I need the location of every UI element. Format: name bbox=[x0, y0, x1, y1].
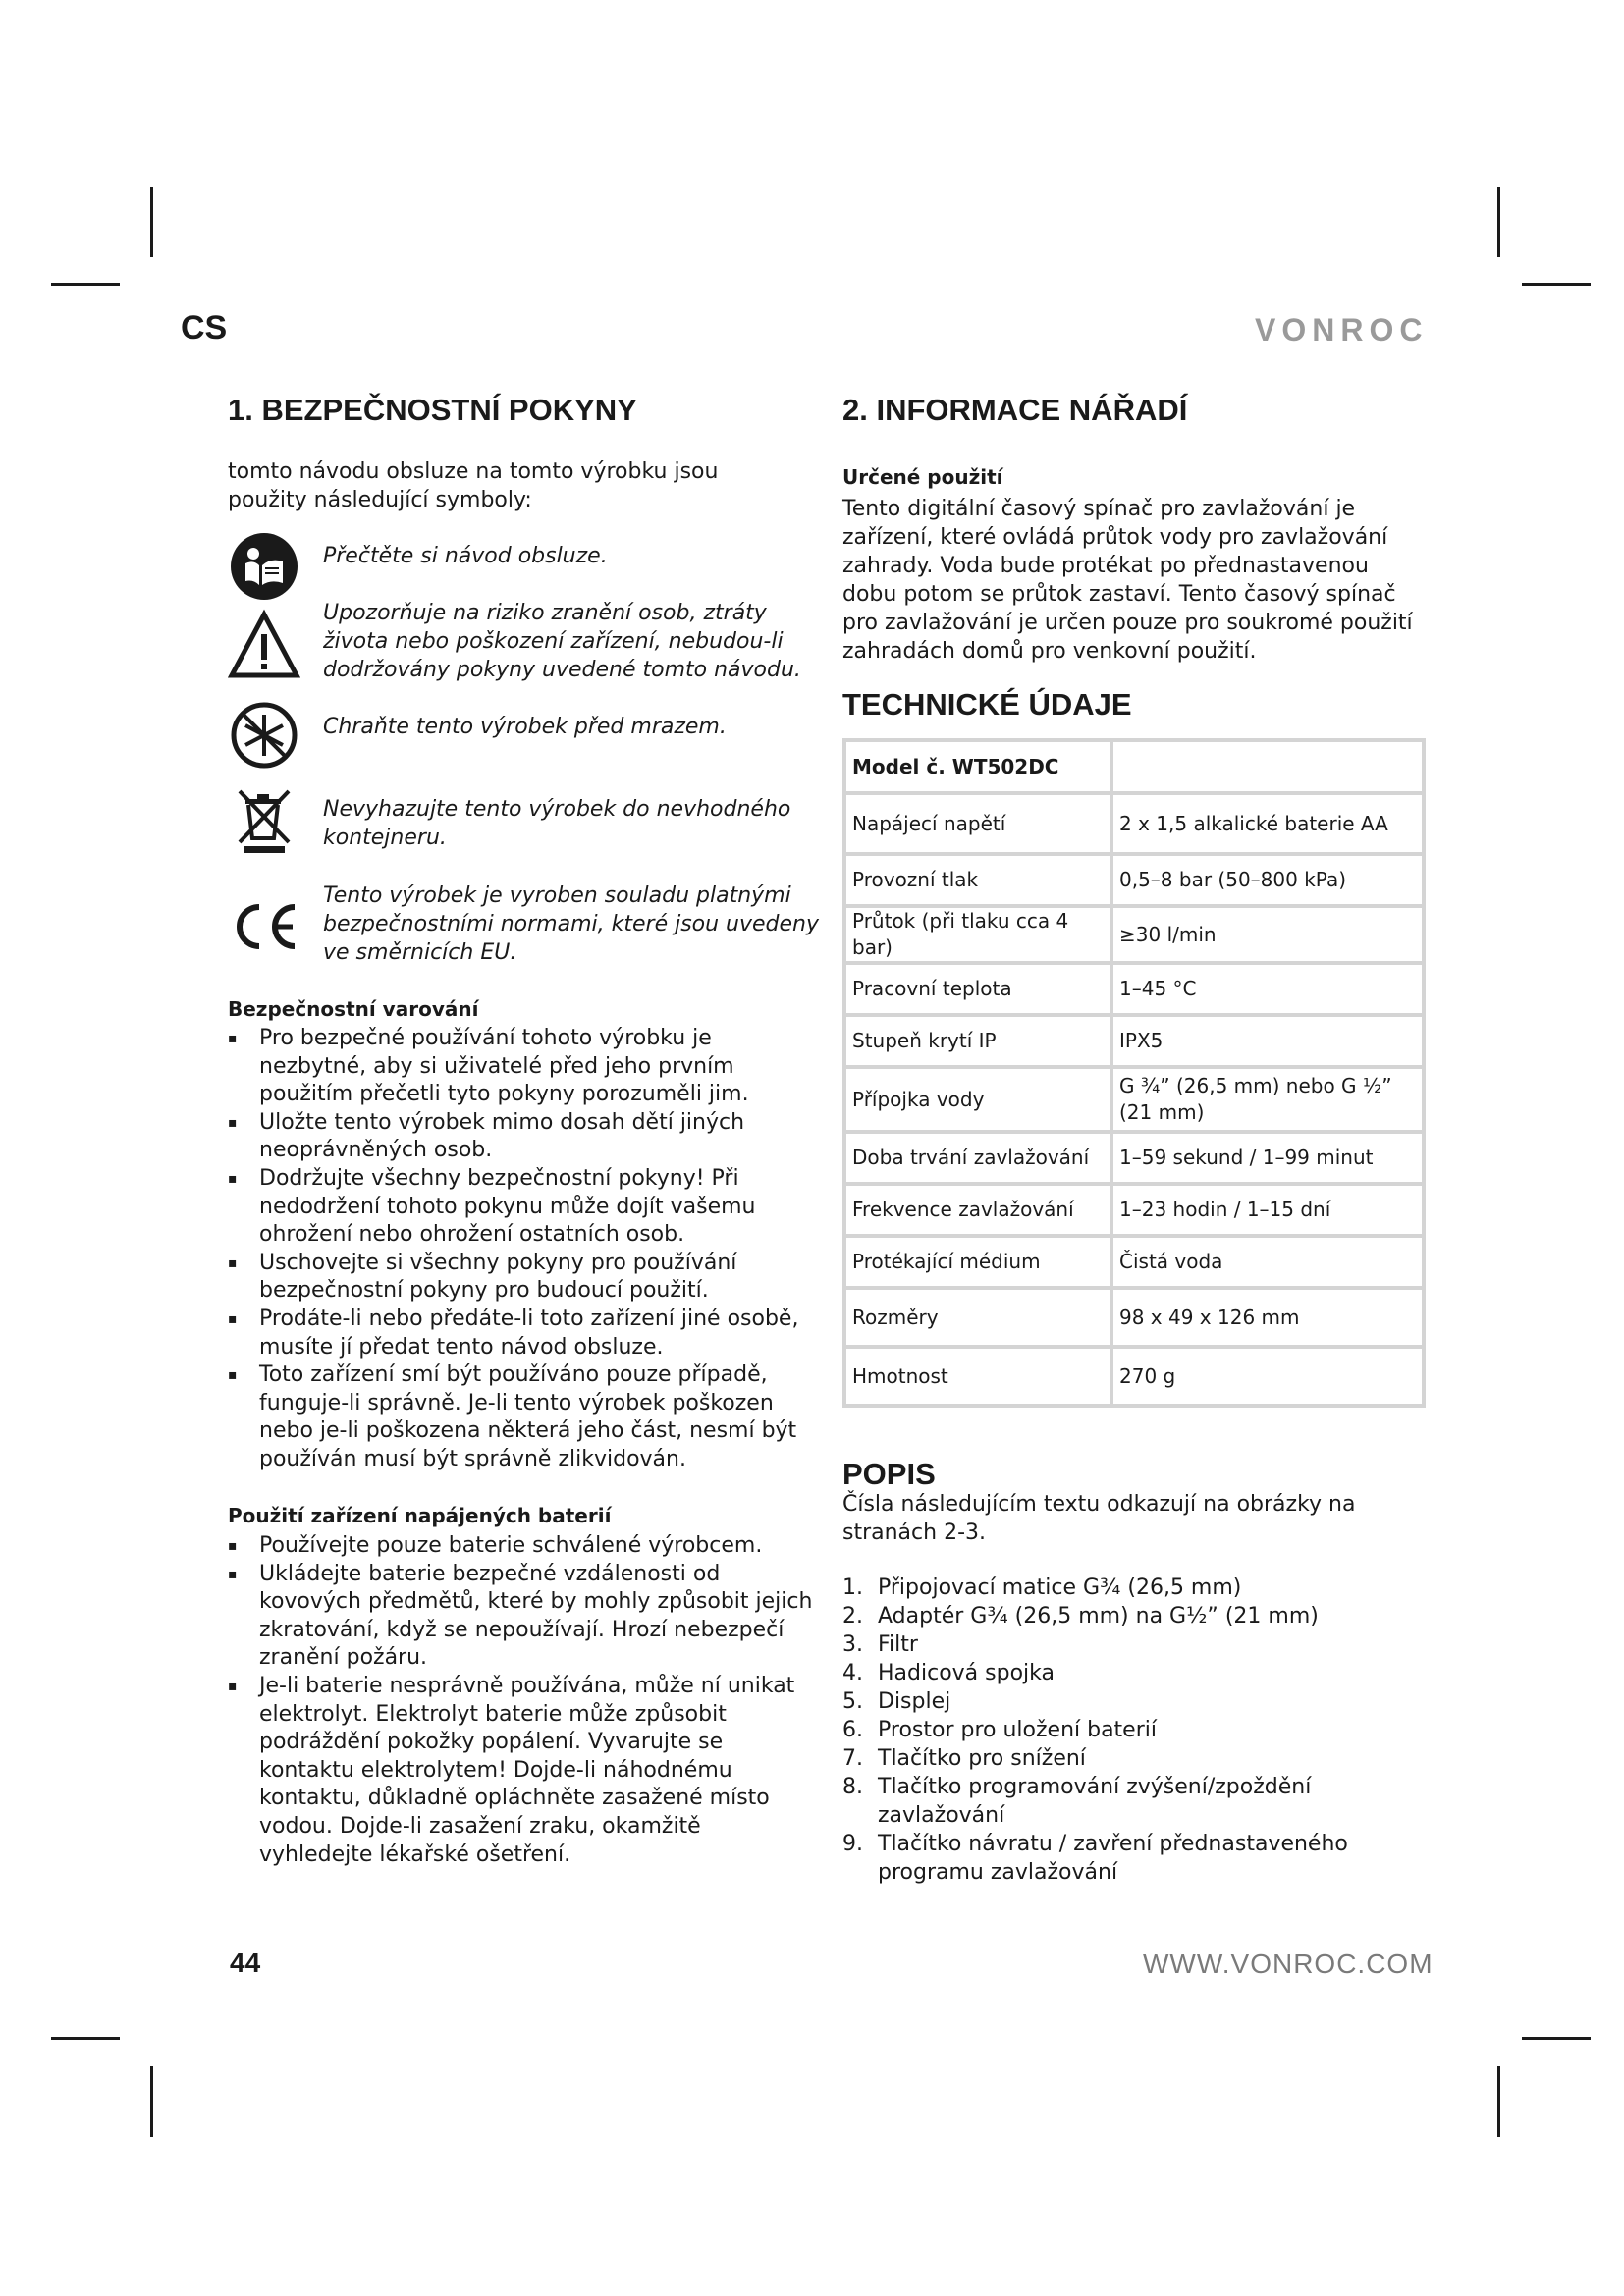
spec-value: 270 g bbox=[1111, 1347, 1424, 1406]
spec-value: 0,5–8 bar (50–800 kPa) bbox=[1111, 854, 1424, 906]
table-row bbox=[844, 963, 1424, 1015]
table-row bbox=[844, 1067, 1424, 1132]
language-code: CS bbox=[181, 309, 228, 347]
symbol-row bbox=[228, 881, 837, 965]
list-item: ▪ Toto zařízení smí být používáno pouze případě, funguje-li správně. Je-li tento výrobek poškozen nebo je-li poškozena některá jeho část, nesmí být používán musí být správně zlikvidován. bbox=[228, 1362, 817, 1473]
list-item: ▪ Uschovejte si všechny pokyny pro používání bezpečnostní pokyny pro budoucí použití. bbox=[228, 1250, 817, 1306]
battery-list bbox=[228, 1532, 817, 1869]
crop-mark bbox=[51, 283, 120, 286]
symbol-row bbox=[228, 599, 837, 682]
symbol-text: Chraňte tento výrobek před mrazem. bbox=[323, 715, 727, 739]
list-item: 8. Tlačítko programování zvýšení/zpoždění zavlažování bbox=[842, 1775, 1312, 1828]
spec-value: 1–45 °C bbox=[1111, 963, 1424, 1015]
list-item: 7. Tlačítko pro snížení bbox=[842, 1746, 1086, 1771]
spec-label: Frekvence zavlažování bbox=[844, 1184, 1111, 1236]
description-heading: POPIS bbox=[842, 1457, 936, 1491]
spec-value: 1–59 sekund / 1–99 minut bbox=[1111, 1132, 1424, 1184]
symbol-row bbox=[228, 783, 837, 862]
spec-table bbox=[842, 738, 1426, 1408]
ce-mark-icon bbox=[228, 899, 300, 972]
intended-use-heading: Určené použití bbox=[842, 465, 1003, 489]
list-item: 2. Adaptér G¾ (26,5 mm) na G½” (21 mm) bbox=[842, 1604, 1319, 1629]
list-item: ▪ Používejte pouze baterie schválené výrobcem. bbox=[228, 1532, 817, 1561]
table-row bbox=[844, 793, 1424, 854]
spec-value: Čistá voda bbox=[1111, 1236, 1424, 1288]
crop-mark bbox=[1497, 2066, 1500, 2137]
symbol-text: Nevyhazujte tento výrobek do nevhodného kontejneru. bbox=[323, 797, 791, 850]
crossed-bin-icon bbox=[228, 783, 300, 856]
warning-triangle-icon bbox=[228, 609, 300, 681]
table-row bbox=[844, 1236, 1424, 1288]
spec-label: Průtok (při tlaku cca 4 bar) bbox=[844, 906, 1111, 963]
description-intro: Čísla následujícím textu odkazují na obrázky na stranách 2-3. bbox=[842, 1492, 1356, 1545]
table-row bbox=[844, 1015, 1424, 1067]
crop-mark bbox=[150, 2066, 153, 2137]
parts-list bbox=[842, 1574, 1422, 1887]
table-row bbox=[844, 906, 1424, 963]
symbol-text: Upozorňuje na riziko zranění osob, ztráty života nebo poškození zařízení, nebudou-li dodržovány pokyny uvedené tomto návodu. bbox=[323, 601, 801, 682]
spec-value bbox=[1111, 740, 1424, 793]
list-item: 6. Prostor pro uložení baterií bbox=[842, 1718, 1157, 1742]
spec-label: Přípojka vody bbox=[844, 1067, 1111, 1132]
table-row bbox=[844, 740, 1424, 793]
list-item: ▪ Ukládejte baterie bezpečné vzdálenosti od kovových předmětů, které by mohly způsobit jejich zkratování, když se nepoužívají. Hrozí nebezpečí zranění požáru. bbox=[228, 1561, 817, 1673]
list-item: ▪ Uložte tento výrobek mimo dosah dětí jiných neoprávněných osob. bbox=[228, 1109, 817, 1165]
table-row bbox=[844, 1132, 1424, 1184]
list-item: ▪ Pro bezpečné používání tohoto výrobku je nezbytné, aby si uživatelé před jeho prvním použitím přečetli tyto pokyny porozuměli jim. bbox=[228, 1025, 817, 1109]
spec-value: ≥30 l/min bbox=[1111, 906, 1424, 963]
symbol-row bbox=[228, 699, 837, 777]
table-row bbox=[844, 1184, 1424, 1236]
table-row bbox=[844, 854, 1424, 906]
spec-label: Stupeň krytí IP bbox=[844, 1015, 1111, 1067]
list-item: 5. Displej bbox=[842, 1689, 951, 1714]
crop-mark bbox=[51, 2037, 120, 2040]
list-item: 3. Filtr bbox=[842, 1632, 918, 1657]
spec-label: Rozměry bbox=[844, 1288, 1111, 1347]
spec-value: 2 x 1,5 alkalické baterie AA bbox=[1111, 793, 1424, 854]
spec-value: 98 x 49 x 126 mm bbox=[1111, 1288, 1424, 1347]
spec-label: Pracovní teplota bbox=[844, 963, 1111, 1015]
page-number: 44 bbox=[230, 1948, 261, 1978]
list-item: ▪ Prodáte-li nebo předáte-li toto zařízení jiné osobě, musíte jí předat tento návod obsluze. bbox=[228, 1306, 817, 1362]
section-title-safety: 1. BEZPEČNOSTNÍ POKYNY bbox=[228, 393, 637, 427]
frost-protect-icon bbox=[228, 699, 300, 772]
list-item: 1. Připojovací matice G¾ (26,5 mm) bbox=[842, 1575, 1242, 1600]
list-item: ▪ Je-li baterie nesprávně používána, může ní unikat elektrolyt. Elektrolyt baterie může způsobit podráždění pokožky popálení. Vyvarujte se kontaktu elektrolytem! Dojde-li náhodnému kontaktu, důkladně opláchněte zasažené místo vodou. Dojde-li zasažení zraku, okamžitě vyhledejte lékařské ošetření. bbox=[228, 1673, 817, 1869]
brand-logo: VONROC bbox=[1255, 312, 1429, 347]
list-item: 4. Hadicová spojka bbox=[842, 1661, 1055, 1685]
spec-value: 1–23 hodin / 1–15 dní bbox=[1111, 1184, 1424, 1236]
spec-value: G ¾” (26,5 mm) nebo G ½” (21 mm) bbox=[1111, 1067, 1424, 1132]
website-url[interactable]: WWW.VONROC.COM bbox=[1143, 1949, 1434, 1979]
spec-label: Hmotnost bbox=[844, 1347, 1111, 1406]
crop-mark bbox=[1497, 187, 1500, 257]
spec-label: Protékající médium bbox=[844, 1236, 1111, 1288]
table-row bbox=[844, 1288, 1424, 1347]
symbols-intro: tomto návodu obsluze na tomto výrobku jsou použity následující symboly: bbox=[228, 459, 719, 512]
list-item: 9. Tlačítko návratu / zavření přednastaveného programu zavlažování bbox=[842, 1832, 1348, 1885]
read-manual-icon bbox=[228, 530, 300, 603]
tech-data-heading: TECHNICKÉ ÚDAJE bbox=[842, 687, 1132, 721]
warnings-heading: Bezpečnostní varování bbox=[228, 997, 479, 1021]
spec-value: IPX5 bbox=[1111, 1015, 1424, 1067]
crop-mark bbox=[1522, 283, 1591, 286]
table-row bbox=[844, 1347, 1424, 1406]
crop-mark bbox=[1522, 2037, 1591, 2040]
spec-label: Provozní tlak bbox=[844, 854, 1111, 906]
list-item: ▪ Dodržujte všechny bezpečnostní pokyny! Při nedodržení tohoto pokynu může dojít vašemu ohrožení nebo ohrožení ostatních osob. bbox=[228, 1165, 817, 1250]
symbol-text: Přečtěte si návod obsluze. bbox=[323, 544, 608, 568]
spec-label: Model č. WT502DC bbox=[844, 740, 1111, 793]
symbol-text: Tento výrobek je vyroben souladu platnými bezpečnostními normami, které jsou uvedeny ve směrnicích EU. bbox=[323, 883, 820, 965]
crop-mark bbox=[150, 187, 153, 257]
spec-label: Napájecí napětí bbox=[844, 793, 1111, 854]
section-title-tool-info: 2. INFORMACE NÁŘADÍ bbox=[842, 393, 1188, 427]
intended-use-text: Tento digitální časový spínač pro zavlažování je zařízení, které ovládá průtok vody pro zavlažování zahrady. Voda bude protékat po přednastavenou dobu potom se průtok zastaví. Tento časový spínač pro zavlažování je určen pouze pro soukromé použití zahradách domů pro venkovní použití. bbox=[842, 497, 1413, 664]
warnings-list bbox=[228, 1025, 817, 1474]
spec-label: Doba trvání zavlažování bbox=[844, 1132, 1111, 1184]
symbol-row bbox=[228, 530, 837, 609]
battery-heading: Použití zařízení napájených baterií bbox=[228, 1504, 612, 1527]
